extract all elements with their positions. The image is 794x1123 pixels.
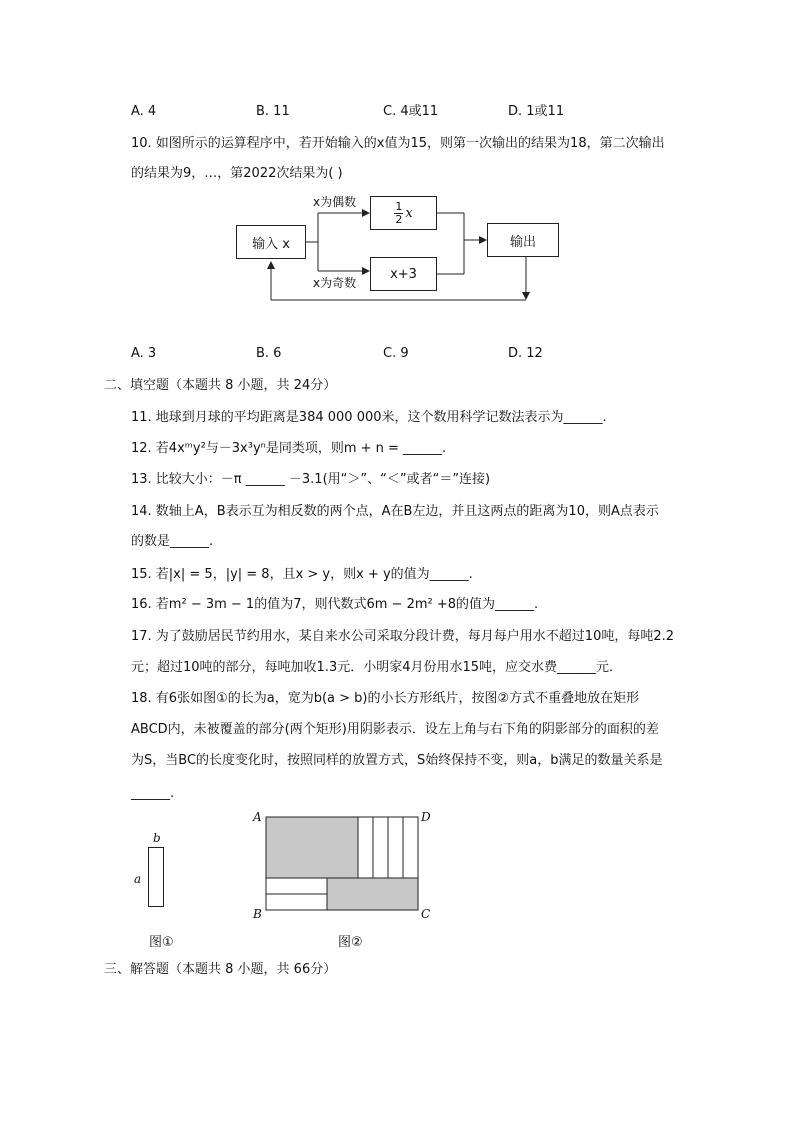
q18-line2: ABCD内，未被覆盖的部分(两个矩形)用阴影表示．设左上角与右下角的阴影部分的面积的差 (131, 722, 659, 737)
fig2-label-D: D (421, 810, 431, 824)
q15-text: 15. 若|x| = 5，|y| = 8，且x > y，则x + y的值为______. (131, 567, 473, 582)
q17-line2: 元；超过10吨的部分，每吨加收1.3元．小明家4月份用水15吨，应交水费______元． (131, 660, 623, 675)
q17-line1: 17. 为了鼓励居民节约用水，某自来水公司采取分段计费，每月每户用水不超过10吨，每吨2.2 (131, 629, 675, 644)
q13-text: 13. 比较大小：－π ______ －3.1(用“＞”、“＜”或者“＝”连接) (131, 472, 491, 487)
q18-line3: 为S，当BC的长度变化时，按照同样的放置方式，S始终保持不变，则a，b满足的数量关系是 (131, 753, 663, 768)
q10-option-b: B. 6 (256, 346, 282, 361)
half-denominator: 2 (395, 212, 403, 226)
q18-line1: 18. 有6张如图①的长为a，宽为b(a > b)的小长方形纸片，按图②方式不重叠地放在矩形 (131, 691, 640, 706)
q14-line1: 14. 数轴上A，B表示互为相反数的两个点，A在B左边，并且这两点的距离为10，则A点表示 (131, 504, 659, 519)
q12-text: 12. 若4xᵐy²与－3x³yⁿ是同类项，则m + n = ______. (131, 441, 447, 456)
flow-odd-label: x为奇数 (313, 276, 357, 290)
q14-line2: 的数是______. (131, 534, 214, 549)
flow-plus3-label: x+3 (390, 266, 417, 282)
fig2-caption: 图② (338, 935, 363, 950)
q10-option-c: C. 9 (383, 346, 409, 361)
q18-line4: ______. (131, 786, 175, 801)
flow-input-label: 输入 x (252, 236, 290, 252)
flow-even-label: x为偶数 (313, 195, 357, 209)
flow-output-label: 输出 (509, 234, 536, 250)
q9-option-c: C. 4或11 (383, 104, 439, 119)
fig1-label-a: a (134, 872, 142, 886)
q10-option-d: D. 12 (508, 346, 543, 361)
q9-option-d: D. 1或11 (508, 104, 565, 119)
q10-line1: 10. 如图所示的运算程序中，若开始输入的x值为15，则第一次输出的结果为18，第二次输出 (131, 136, 665, 151)
fig2-label-B: B (253, 907, 262, 921)
q16-text: 16. 若m² − 3m − 1的值为7，则代数式6m − 2m² +8的值为______. (131, 597, 539, 612)
fig2-label-A: A (253, 810, 262, 824)
section3-heading: 三、解答题（本题共 8 小题，共 66分） (104, 962, 337, 977)
q10-line2: 的结果为9，…，第2022次结果为( ) (131, 166, 343, 181)
q11-text: 11. 地球到月球的平均距离是384 000 000米，这个数用科学记数法表示为______. (131, 410, 607, 425)
q9-option-b: B. 11 (256, 104, 290, 119)
fig2-label-C: C (421, 907, 431, 921)
half-numerator: 1 (395, 199, 403, 213)
half-variable: x (405, 205, 413, 221)
q9-option-a: A. 4 (131, 104, 157, 119)
q10-option-a: A. 3 (131, 346, 157, 361)
fig1-label-b: b (153, 831, 161, 845)
section2-heading: 二、填空题（本题共 8 小题，共 24分） (104, 378, 337, 393)
fig1-caption: 图① (149, 935, 174, 950)
